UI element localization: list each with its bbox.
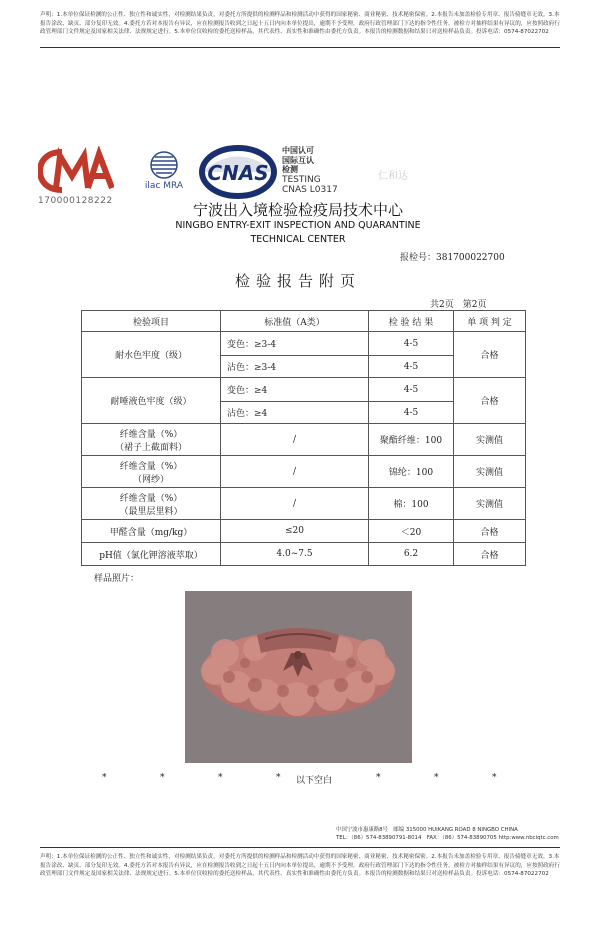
table-row [82, 424, 526, 456]
test-item [82, 424, 221, 456]
verdict: 合格 [454, 332, 526, 378]
sample-photo [185, 591, 412, 763]
table-header: 单 项 判 定 [454, 311, 526, 332]
test-item [82, 456, 221, 488]
table-header: 标准值（A类） [221, 311, 369, 332]
test-item-line: 纤维含量（%） [119, 493, 183, 504]
test-result: 棉：100 [369, 488, 454, 520]
test-item-line: 纤维含量（%） [119, 461, 183, 472]
test-result: ＜20 [369, 520, 454, 543]
address-line: 中国宁波市惠康路8号 邮编 315000 HUIKANG ROAD 8 NINGBO CHINA [336, 827, 518, 833]
verdict: 实测值 [454, 424, 526, 456]
star-marker: * [160, 773, 165, 783]
table-row [82, 378, 526, 402]
cnas-testing: TESTING [282, 174, 321, 185]
org-name-en-line2: TECHNICAL CENTER [250, 234, 346, 245]
test-item: 甲醛含量（mg/kg） [82, 520, 221, 543]
address-block [336, 826, 566, 842]
star-marker: * [218, 773, 223, 783]
table-header: 检验项目 [82, 311, 221, 332]
table-row [82, 543, 526, 566]
org-name-cn: 宁波出入境检验检疫局技术中心 [192, 201, 403, 219]
test-result: 聚酯纤维：100 [369, 424, 454, 456]
standard-value: ≤20 [221, 520, 369, 543]
cnas-logo-text: CNAS [207, 161, 269, 185]
results-table [81, 310, 526, 566]
table-row [82, 488, 526, 520]
test-item: 耐水色牢度（级） [82, 332, 221, 378]
header-divider [40, 47, 560, 48]
verdict: 合格 [454, 543, 526, 566]
contact-line: TEL：（86）574-83890791-8014 FAX：（86）574-83890705 http:www.nbciqtc.com [336, 835, 559, 841]
test-item: 耐唾液色牢度（级） [82, 378, 221, 424]
verdict: 实测值 [454, 456, 526, 488]
standard-value: 4.0~7.5 [221, 543, 369, 566]
test-item-line: （网纱） [132, 474, 169, 485]
star-marker: * [376, 773, 381, 783]
standard-value: 变色：≥3-4 [221, 332, 369, 356]
ilac-text: ilac MRA [144, 181, 184, 191]
header-disclaimer: 声明：1.本单位保证检测的公正性、独立性和诚实性，对检测结果负责，对委托方所提供的检测样品和检测活动中获得的国家秘密、商业秘密、技术秘密保密。2.本报告未加盖检验专用章、报告骑缝章无效。3.本报告涂改、缺页、部分复印无效。4.委托方若对本报告有异议，应在检测报告收到之日起十五日内向本单位提出，逾期不予受理，政府行政管理部门下达的指令性任务，被检方对抽样结果有异议的，应按照政府行政管理部门文件规定及国家相关法律、法规规定进行。5.本单位仅收检的委托送检样品，其代表性、真实性和准确性由委托方负责。本报告的检测数据和结果只对送检样品负责。投诉电话：0574-87022702 [40, 12, 560, 35]
table-row [82, 456, 526, 488]
test-item: pH值（氯化钾溶液萃取） [82, 543, 221, 566]
test-result: 4-5 [369, 402, 454, 424]
star-marker: * [492, 773, 497, 783]
report-number: 报检号：381700022700 [400, 253, 505, 263]
star-marker: * [434, 773, 439, 783]
test-result: 4-5 [369, 378, 454, 402]
org-name-en-line1: NINGBO ENTRY-EXIT INSPECTION AND QUARANTINE [175, 220, 421, 231]
cnas-caption-line: 国际互认 [282, 155, 314, 165]
test-result: 锦纶：100 [369, 456, 454, 488]
cma-logo [38, 146, 114, 196]
cnas-code: CNAS L0317 [282, 184, 338, 195]
footer-divider [40, 847, 560, 848]
test-item-line: （裙子上截面料） [114, 442, 187, 453]
watermark: 仁和达 [378, 171, 408, 182]
test-item-line: （最里层里料） [119, 506, 183, 517]
photo-label: 样品照片： [94, 574, 140, 584]
end-marker-text: 以下空白 [296, 776, 333, 786]
standard-value: 沾色：≥4 [221, 402, 369, 424]
table-row [82, 332, 526, 356]
test-item [82, 488, 221, 520]
page-count: 共2页 第2页 [430, 300, 487, 310]
table-row [82, 520, 526, 543]
standard-value: 沾色：≥3-4 [221, 356, 369, 378]
page-title: 检验报告附页 [234, 272, 361, 290]
test-result: 6.2 [369, 543, 454, 566]
standard-value: / [221, 424, 369, 456]
standard-value: / [221, 456, 369, 488]
ilac-mra-logo [135, 149, 193, 191]
star-marker: * [276, 773, 281, 783]
test-item-line: 纤维含量（%） [119, 429, 183, 440]
standard-value: 变色：≥4 [221, 378, 369, 402]
cma-number: 170000128222 [38, 196, 113, 206]
verdict: 实测值 [454, 488, 526, 520]
table-header-row [82, 311, 526, 332]
star-marker: * [102, 773, 107, 783]
cnas-caption-line: 检测 [282, 165, 298, 174]
cnas-caption-line: 中国认可 [282, 146, 314, 155]
test-result: 4-5 [369, 332, 454, 356]
cnas-logo [198, 145, 278, 199]
verdict: 合格 [454, 520, 526, 543]
standard-value: / [221, 488, 369, 520]
verdict: 合格 [454, 378, 526, 424]
cnas-caption [282, 146, 338, 195]
footer-disclaimer: 声明：1.本单位保证检测的公正性、独立性和诚实性，对检测结果负责，对委托方所提供的检测样品和检测活动中获得的国家秘密、商业秘密、技术秘密保密。2.本报告未加盖检验专用章、报告骑缝章无效。3.本报告涂改、缺页、部分复印无效。4.委托方若对本报告有异议，应在检测报告收到之日起十五日内向本单位提出，逾期不予受理，政府行政管理部门下达的指令性任务，被检方对抽样结果有异议的，应按照政府行政管理部门文件规定及国家相关法律、法规规定进行。5.本单位仅收检的委托送检样品，其代表性、真实性和准确性由委托方负责。本报告的检测数据和结果只对送检样品负责。投诉电话：0574-87022702 [40, 854, 560, 877]
test-result: 4-5 [369, 356, 454, 378]
table-header: 检 验 结 果 [369, 311, 454, 332]
